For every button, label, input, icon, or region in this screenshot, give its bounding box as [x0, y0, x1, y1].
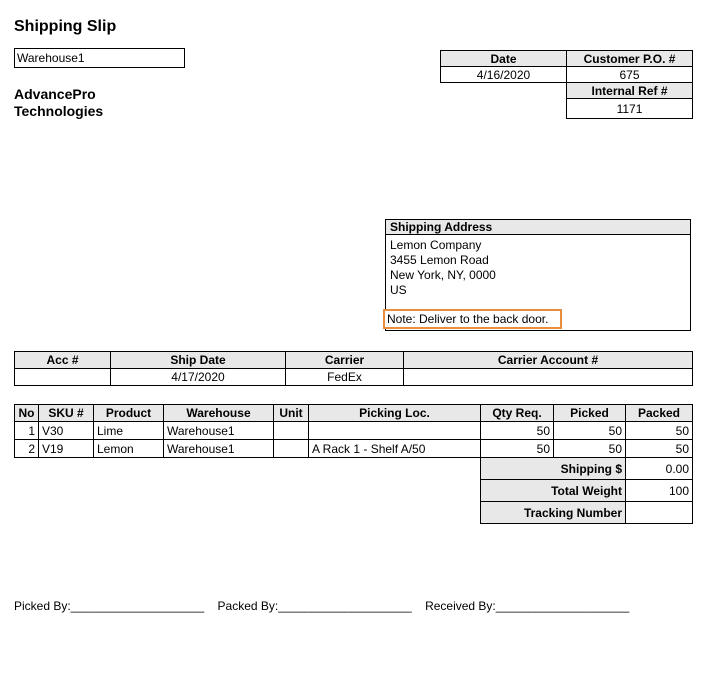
info-table: [440, 50, 693, 119]
packed-header: Packed: [626, 405, 693, 422]
item-picking-loc: [309, 422, 481, 440]
item-picked: 50: [554, 422, 626, 440]
company-name: [14, 86, 103, 120]
item-warehouse: Warehouse1: [164, 422, 274, 440]
table-row: [15, 369, 693, 386]
received-by-label: Received By:: [425, 599, 496, 613]
ship-date-header: Ship Date: [111, 352, 286, 369]
date-header: Date: [441, 51, 567, 67]
tracking-number-label: Tracking Number: [481, 502, 626, 524]
empty-cell: [441, 99, 567, 119]
signature-blank: ____________________: [278, 599, 412, 613]
item-row: [15, 440, 693, 458]
warehouse-header: Warehouse: [164, 405, 274, 422]
table-row: [441, 83, 693, 99]
shipping-address-header: Shipping Address: [385, 219, 691, 235]
item-picking-loc: A Rack 1 - Shelf A/50: [309, 440, 481, 458]
signature-blank: ____________________: [70, 599, 205, 613]
item-qty-req: 50: [481, 440, 554, 458]
item-warehouse: Warehouse1: [164, 440, 274, 458]
no-header: No: [15, 405, 39, 422]
picked-by-label: Picked By:: [14, 599, 71, 613]
warehouse-field-value: Warehouse1: [17, 51, 85, 65]
carrier-header: Carrier: [286, 352, 404, 369]
table-header-row: [15, 405, 693, 422]
page-title: Shipping Slip: [14, 18, 117, 35]
table-row: [441, 51, 693, 67]
qty-req-header: Qty Req.: [481, 405, 554, 422]
item-qty-req: 50: [481, 422, 554, 440]
unit-header: Unit: [274, 405, 309, 422]
item-picked: 50: [554, 440, 626, 458]
packed-by-label: Packed By:: [217, 599, 279, 613]
item-sku: V30: [39, 422, 94, 440]
shipping-cost-value: 0.00: [626, 458, 693, 480]
warehouse-field: [14, 48, 185, 68]
item-row: [15, 422, 693, 440]
item-packed: 50: [626, 440, 693, 458]
picked-by-signature: [14, 599, 204, 613]
item-unit: [274, 422, 309, 440]
shipping-cost-label: Shipping $: [481, 458, 626, 480]
item-unit: [274, 440, 309, 458]
sku-header: SKU #: [39, 405, 94, 422]
item-no: 2: [15, 440, 39, 458]
address-line: 3455 Lemon Road: [390, 253, 489, 267]
acc-number-header: Acc #: [15, 352, 111, 369]
picked-header: Picked: [554, 405, 626, 422]
internal-ref-header: Internal Ref #: [567, 83, 693, 99]
table-row: [481, 502, 693, 524]
table-row: [441, 99, 693, 119]
date-value: 4/16/2020: [441, 67, 567, 83]
ship-date-value: 4/17/2020: [111, 369, 286, 386]
address-line: Lemon Company: [390, 238, 482, 252]
picking-loc-header: Picking Loc.: [309, 405, 481, 422]
company-name-line2: Technologies: [14, 103, 104, 119]
totals-table: [480, 457, 693, 524]
acc-number-value: [15, 369, 111, 386]
customer-po-header: Customer P.O. #: [567, 51, 693, 67]
tracking-number-value: [626, 502, 693, 524]
carrier-value: FedEx: [286, 369, 404, 386]
item-sku: V19: [39, 440, 94, 458]
signature-line: [14, 599, 639, 613]
item-product: Lemon: [94, 440, 164, 458]
signature-blank: ____________________: [495, 599, 630, 613]
table-row: [441, 67, 693, 83]
total-weight-label: Total Weight: [481, 480, 626, 502]
items-table: [14, 404, 693, 458]
received-by-signature: [425, 599, 629, 613]
table-row: [15, 352, 693, 369]
item-product: Lime: [94, 422, 164, 440]
address-line: US: [390, 283, 407, 297]
total-weight-value: 100: [626, 480, 693, 502]
internal-ref-value: 1171: [567, 99, 693, 119]
address-line: New York, NY, 0000: [390, 268, 496, 282]
table-row: [481, 480, 693, 502]
shipping-address-body: [385, 235, 691, 331]
delivery-note-highlight: Note: Deliver to the back door.: [383, 309, 562, 329]
shipping-address-section: [385, 219, 691, 331]
empty-cell: [441, 83, 567, 99]
carrier-account-header: Carrier Account #: [404, 352, 693, 369]
carrier-account-value: [404, 369, 693, 386]
item-no: 1: [15, 422, 39, 440]
product-header: Product: [94, 405, 164, 422]
carrier-table: [14, 351, 693, 386]
item-packed: 50: [626, 422, 693, 440]
company-name-line1: AdvancePro: [14, 86, 96, 102]
table-row: [481, 458, 693, 480]
packed-by-signature: [218, 599, 412, 613]
customer-po-value: 675: [567, 67, 693, 83]
